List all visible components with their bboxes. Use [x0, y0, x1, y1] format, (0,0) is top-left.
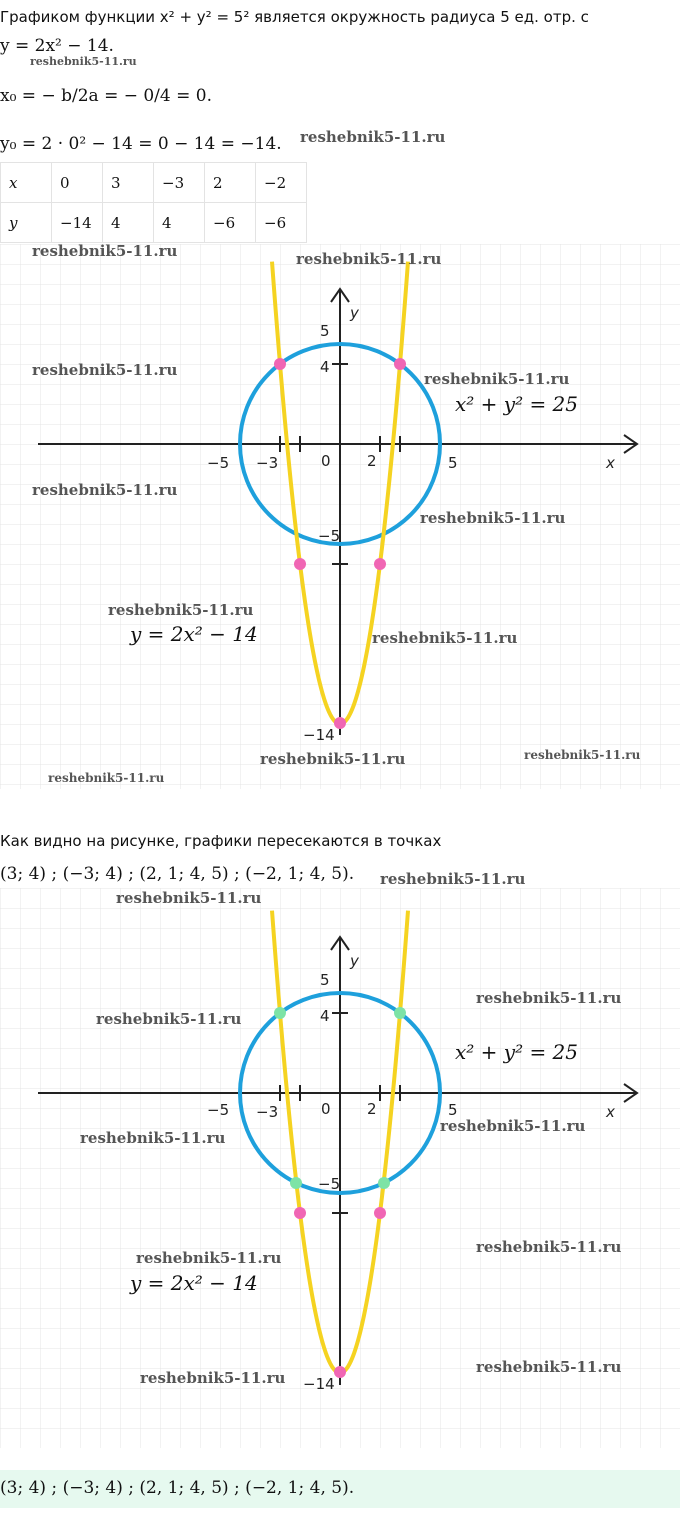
intersection-point [394, 1007, 406, 1019]
tick-label: 5 [448, 454, 458, 472]
intersection-point [394, 358, 406, 370]
circle-equation-label: x² + y² = 25 [455, 1040, 579, 1064]
table-cell: y [1, 203, 52, 243]
y-axis-label: y [350, 952, 359, 970]
tick-label: 4 [320, 1007, 330, 1025]
watermark: reshebnik5-11.ru [440, 1117, 586, 1135]
answer-text: (3; 4) ; (−3; 4) ; (2, 1; 4, 5) ; (−2, 1; 4, 5). [0, 1478, 355, 1498]
watermark: reshebnik5-11.ru [30, 55, 137, 68]
table-cell: 2 [205, 163, 256, 203]
watermark: reshebnik5-11.ru [476, 1358, 622, 1376]
table-point [294, 558, 306, 570]
watermark: reshebnik5-11.ru [108, 601, 254, 619]
watermark: reshebnik5-11.ru [96, 1010, 242, 1028]
table-cell: −3 [154, 163, 205, 203]
watermark: reshebnik5-11.ru [260, 750, 406, 768]
table-point [374, 558, 386, 570]
tick-label: 5 [448, 1101, 458, 1119]
intro-line-1: Графиком функции x² + y² = 5² является окружность радиуса 5 ед. отр. с [0, 8, 589, 26]
values-table [0, 162, 307, 243]
graph-1 [0, 244, 680, 789]
watermark: reshebnik5-11.ru [80, 1129, 226, 1147]
watermark: reshebnik5-11.ru [476, 1238, 622, 1256]
table-cell: −6 [205, 203, 256, 243]
x-axis-label: x [606, 1103, 615, 1121]
graph-2 [0, 888, 680, 1448]
intersection-point [290, 1177, 302, 1189]
watermark: reshebnik5-11.ru [476, 989, 622, 1007]
watermark: reshebnik5-11.ru [300, 128, 446, 146]
intro-line-2: y = 2x² − 14. [0, 36, 114, 56]
table-cell: 0 [52, 163, 103, 203]
watermark: reshebnik5-11.ru [372, 629, 518, 647]
x-axis-label: x [606, 454, 615, 472]
watermark: reshebnik5-11.ru [32, 244, 178, 260]
watermark: reshebnik5-11.ru [524, 748, 641, 762]
tick-label: 0 [321, 1100, 331, 1118]
watermark: reshebnik5-11.ru [116, 889, 262, 907]
table-cell: −6 [256, 203, 307, 243]
tick-label: −5 [207, 1101, 230, 1119]
table-cell: −2 [256, 163, 307, 203]
watermark: reshebnik5-11.ru [296, 250, 442, 268]
tick-label: 4 [320, 358, 330, 376]
table-row [1, 203, 307, 243]
tick-label: −3 [256, 1103, 279, 1121]
tick-label: 2 [367, 452, 377, 470]
vertex-x-formula: x₀ = − b/2a = − 0/4 = 0. [0, 86, 212, 106]
table-point [374, 1207, 386, 1219]
intersection-point [274, 1007, 286, 1019]
table-cell: 4 [103, 203, 154, 243]
table-point [294, 1207, 306, 1219]
watermark: reshebnik5-11.ru [140, 1369, 286, 1387]
tick-label: 5 [320, 971, 330, 989]
parabola-equation-label: y = 2x² − 14 [130, 622, 258, 646]
tick-label: −5 [318, 527, 341, 545]
parabola-equation-label: y = 2x² − 14 [130, 1271, 258, 1295]
table-cell: −14 [52, 203, 103, 243]
watermark: reshebnik5-11.ru [48, 771, 165, 785]
tick-label: 5 [320, 322, 330, 340]
tick-label: 2 [367, 1100, 377, 1118]
conclusion-text: Как видно на рисунке, графики пересекаются в точках [0, 832, 442, 850]
intersection-point [274, 358, 286, 370]
circle-equation-label: x² + y² = 25 [455, 392, 579, 416]
table-cell: 3 [103, 163, 154, 203]
intersection-points-text: (3; 4) ; (−3; 4) ; (2, 1; 4, 5) ; (−2, 1; 4, 5). [0, 864, 355, 884]
tick-label: −5 [318, 1175, 341, 1193]
table-cell: x [1, 163, 52, 203]
watermark: reshebnik5-11.ru [424, 370, 570, 388]
watermark: reshebnik5-11.ru [32, 361, 178, 379]
tick-label: 0 [321, 452, 331, 470]
tick-label: −5 [207, 454, 230, 472]
table-row [1, 163, 307, 203]
watermark: reshebnik5-11.ru [136, 1249, 282, 1267]
vertex-point [334, 717, 346, 729]
intersection-point [378, 1177, 390, 1189]
tick-label: −14 [303, 726, 335, 744]
tick-label: −14 [303, 1375, 335, 1393]
y-axis-label: y [350, 304, 359, 322]
tick-label: −3 [256, 454, 279, 472]
vertex-y-formula: y₀ = 2 · 0² − 14 = 0 − 14 = −14. [0, 134, 282, 154]
table-cell: 4 [154, 203, 205, 243]
watermark: reshebnik5-11.ru [32, 481, 178, 499]
watermark: reshebnik5-11.ru [380, 870, 526, 888]
watermark: reshebnik5-11.ru [420, 509, 566, 527]
vertex-point [334, 1366, 346, 1378]
